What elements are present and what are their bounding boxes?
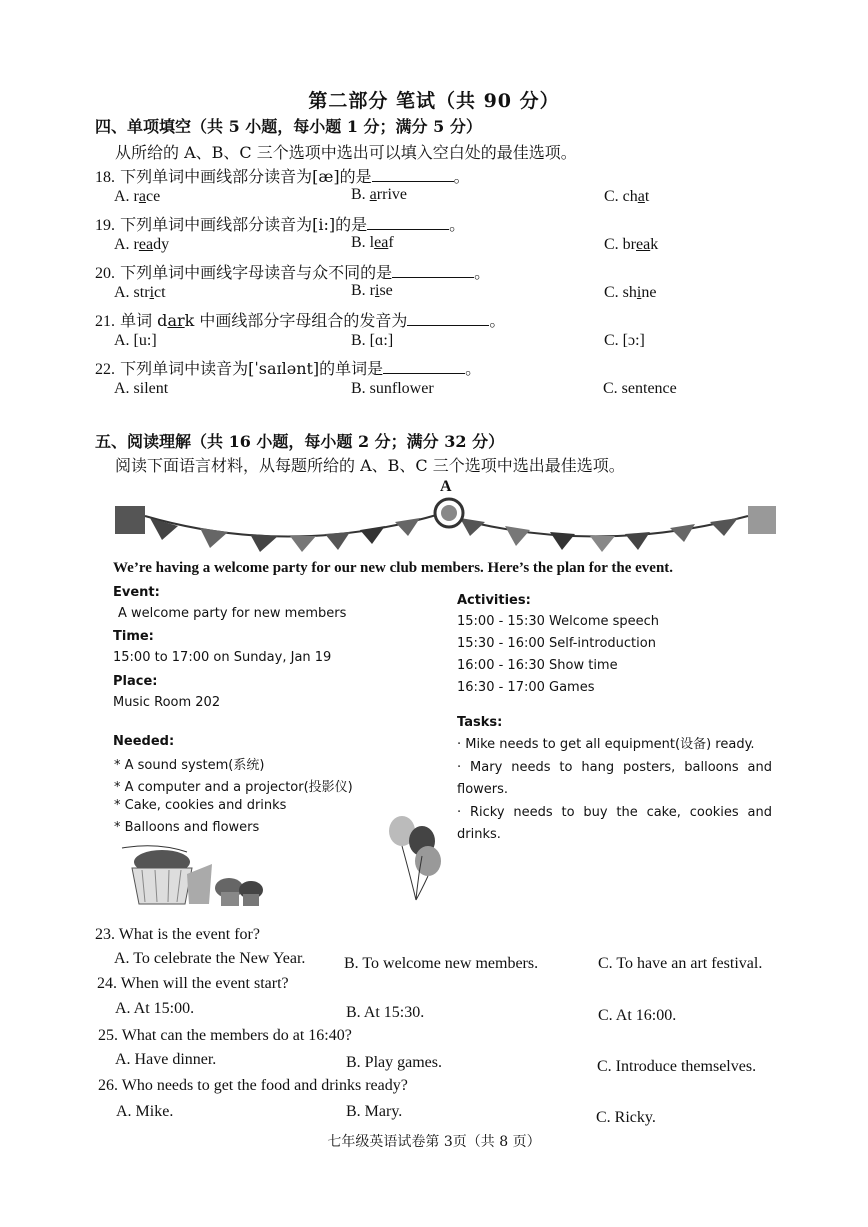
needed-item: * Balloons and flowers [114,820,260,835]
section-5-title: 五、阅读理解（共 16 小题，每小题 2 分；满分 32 分） [95,432,505,451]
question-23: 23. What is the event for? [95,926,260,943]
needed-item: * Cake, cookies and drinks [114,798,287,813]
answer-blank[interactable] [367,215,449,230]
option-25a[interactable]: A. Have dinner. [115,1051,217,1068]
task-item: · Mike needs to get all equipment(设备) ready. [457,737,755,752]
question-20: 20. 下列单词中画线字母读音与众不同的是 。 [95,263,491,282]
option-23a[interactable]: A. To celebrate the New Year. [114,950,306,967]
bunting-banner [110,496,780,556]
option-25b[interactable]: B. Play games. [346,1054,442,1071]
activity-item: 15:00 - 15:30 Welcome speech [457,614,660,629]
passage-headline: We’re having a welcome party for our new club members. Here’s the plan for the event. [113,560,674,576]
option-20a[interactable]: A. strict [114,284,166,301]
option-26c[interactable]: C. Ricky. [596,1109,656,1126]
option-21a[interactable]: A. [u:] [114,332,157,349]
answer-blank[interactable] [392,263,474,278]
task-item: · Ricky needs to buy the cake, cookies and drinks. [457,805,772,842]
option-18b[interactable]: B. arrive [351,186,407,203]
option-26b[interactable]: B. Mary. [346,1103,403,1120]
option-18a[interactable]: A. race [114,188,161,205]
option-23c[interactable]: C. To have an art festival. [598,955,763,972]
option-19a[interactable]: A. ready [114,236,170,253]
option-21b[interactable]: B. [ɑ:] [351,332,394,349]
option-21c[interactable]: C. [ɔ:] [604,332,645,349]
section-4-instruction: 从所给的 A、B、C 三个选项中选出可以填入空白处的最佳选项。 [115,143,577,162]
activity-item: 16:30 - 17:00 Games [457,680,595,695]
question-26: 26. Who needs to get the food and drinks ready? [98,1077,408,1094]
section-5-instruction: 阅读下面语言材料，从每题所给的 A、B、C 三个选项中选出最佳选项。 [115,456,625,475]
event-heading: Event: [113,585,160,600]
answer-blank[interactable] [383,359,465,374]
time-heading: Time: [113,629,154,644]
option-24c[interactable]: C. At 16:00. [598,1007,677,1024]
place-heading: Place: [113,674,158,689]
option-22a[interactable]: A. silent [114,380,169,397]
option-19b[interactable]: B. leaf [351,234,394,251]
place-text: Music Room 202 [113,695,221,710]
cake-illustration [117,844,267,910]
needed-item: * A sound system(系统) [114,758,265,773]
answer-blank[interactable] [372,167,454,182]
activity-item: 16:00 - 16:30 Show time [457,658,618,673]
part-title: 第二部分 笔试（共 90 分） [308,90,560,112]
option-22c[interactable]: C. sentence [603,380,677,397]
option-23b[interactable]: B. To welcome new members. [344,955,539,972]
question-24: 24. When will the event start? [97,975,289,992]
question-25: 25. What can the members do at 16:40? [98,1027,352,1044]
answer-blank[interactable] [407,311,489,326]
left-banner-block [115,506,145,534]
task-item: · Mary needs to hang posters, balloons and flowers. [457,760,772,797]
passage-label: A [440,478,452,495]
option-24b[interactable]: B. At 15:30. [346,1004,425,1021]
option-18c[interactable]: C. chat [604,188,650,205]
option-24a[interactable]: A. At 15:00. [115,1000,195,1017]
question-18: 18. 下列单词中画线部分读音为[æ]的是 。 [95,167,470,186]
balloons-illustration [386,815,446,905]
right-banner-block [748,506,776,534]
activities-heading: Activities: [457,593,531,608]
activity-item: 15:30 - 16:00 Self-introduction [457,636,656,651]
option-20b[interactable]: B. rise [351,282,393,299]
time-text: 15:00 to 17:00 on Sunday, Jan 19 [113,650,332,665]
event-text: A welcome party for new members [118,606,347,621]
question-19: 19. 下列单词中画线部分读音为[i:]的是 。 [95,215,466,234]
option-26a[interactable]: A. Mike. [116,1103,174,1120]
section-4-title: 四、单项填空（共 5 小题，每小题 1 分；满分 5 分） [95,117,482,136]
option-20c[interactable]: C. shine [604,284,657,301]
question-21: 21. 单词 dark 中画线部分字母组合的发音为 。 [95,311,506,330]
page-footer: 七年级英语试卷第 3页（共 8 页） [327,1134,541,1150]
question-22: 22. 下列单词中读音为[ˈsaɪlənt]的单词是 。 [95,359,482,378]
option-22b[interactable]: B. sunflower [351,380,434,397]
tasks-heading: Tasks: [457,715,503,730]
option-19c[interactable]: C. break [604,236,659,253]
needed-heading: Needed: [113,734,175,749]
option-25c[interactable]: C. Introduce themselves. [597,1058,757,1075]
needed-item: * A computer and a projector(投影仪) [114,780,353,795]
